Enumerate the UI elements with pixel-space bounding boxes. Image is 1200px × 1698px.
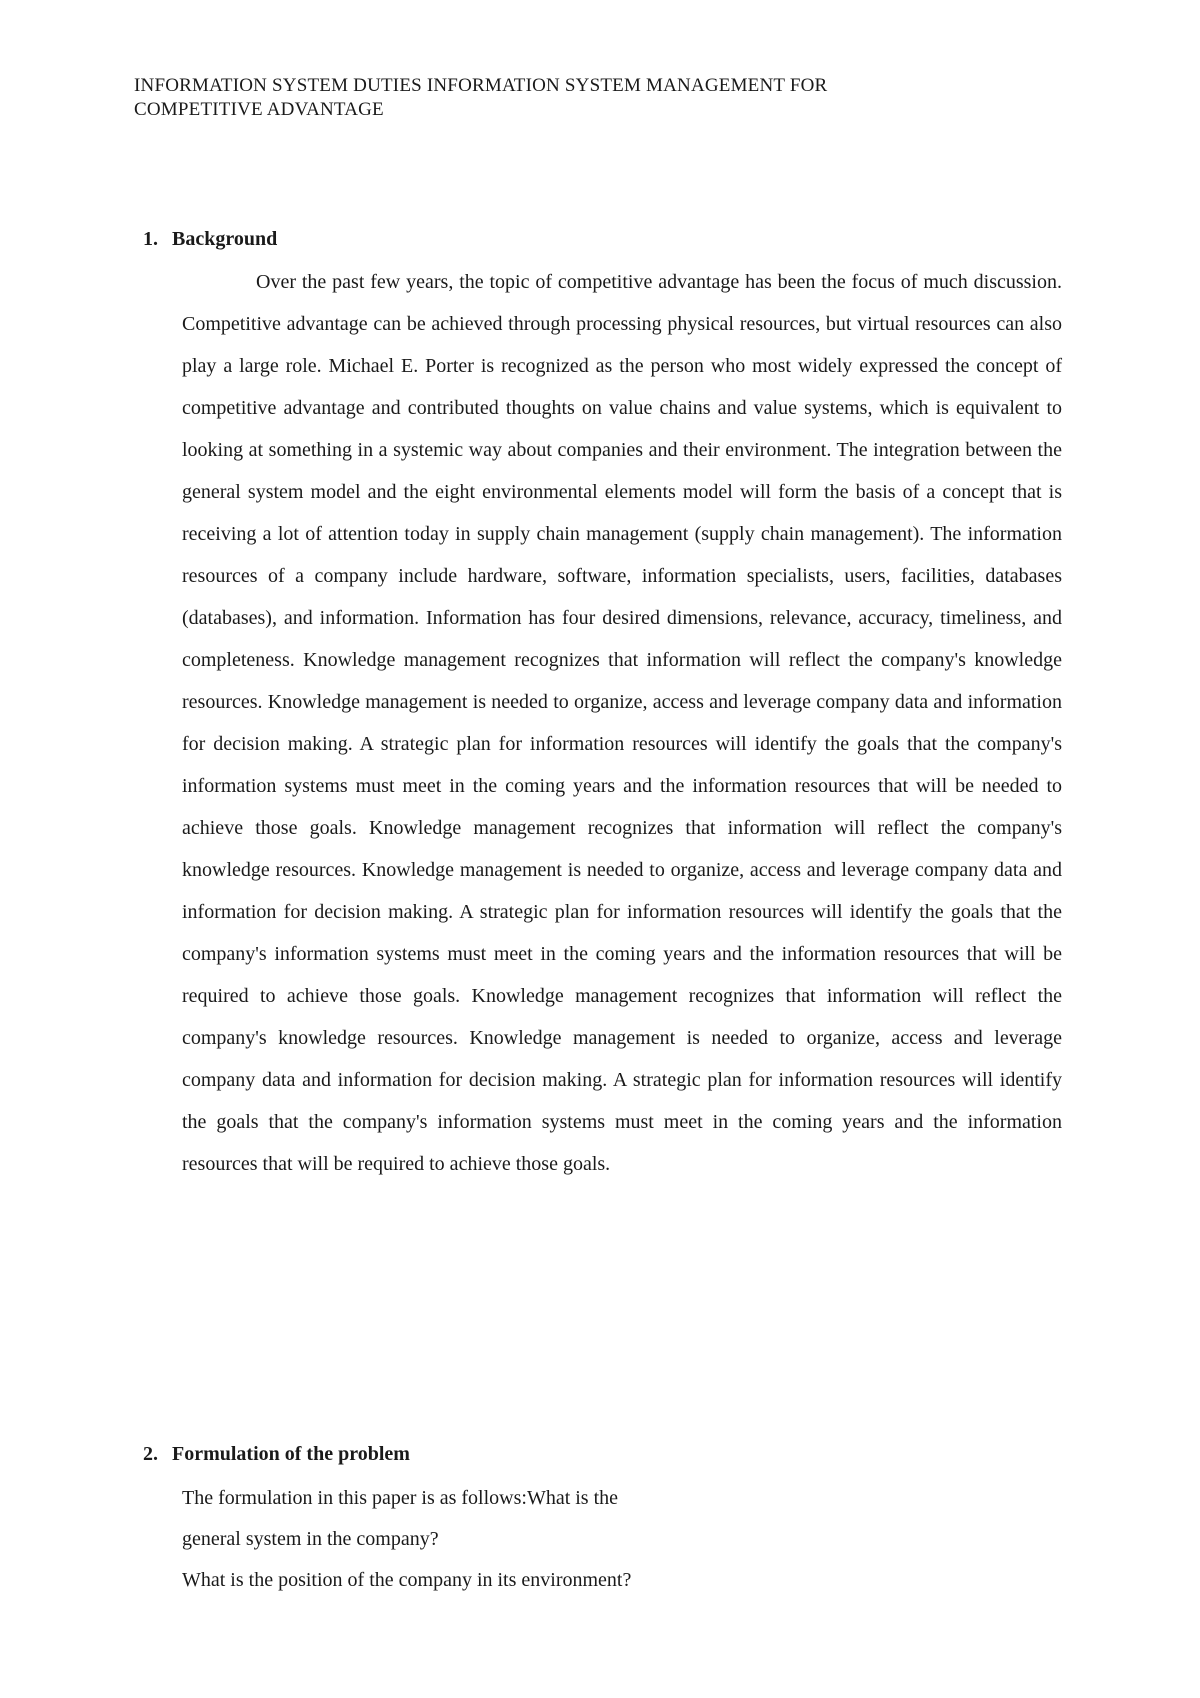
document-title: INFORMATION SYSTEM DUTIES INFORMATION SYSTEM MANAGEMENT FOR COMPETITIVE ADVANTAGE xyxy=(134,75,828,120)
formulation-lines xyxy=(182,1478,802,1601)
section-title: Background xyxy=(172,228,278,250)
formulation-line: general system in the company? xyxy=(182,1528,439,1550)
section-number: 1. xyxy=(143,228,158,250)
section-title: Formulation of the problem xyxy=(172,1443,410,1465)
formulation-line: What is the position of the company in its environment? xyxy=(182,1569,632,1591)
background-paragraph: Over the past few years, the topic of competitive advantage has been the focus of much discussion. Competitive advantage can be achieved through processing physical resources, but virtual resources can also play a large role. Michael E. Porter is recognized as the person who most widely expressed the concept of competitive advantage and contributed thoughts on value chains and value systems, which is equivalent to looking at something in a systemic way about companies and their environment. The integration between the general system model and the eight environmental elements model will form the basis of a concept that is receiving a lot of attention today in supply chain management (supply chain management). The information resources of a company include hardware, software, information specialists, users, facilities, databases (databases), and information. Information has four desired dimensions, relevance, accuracy, timeliness, and completeness. Knowledge management recognizes that information will reflect the company's knowledge resources. Knowledge management is needed to organize, access and leverage company data and information for decision making. A strategic plan for information resources will identify the goals that the company's information systems must meet in the coming years and the information resources that will be needed to achieve those goals. Knowledge management recognizes that information will reflect the company's knowledge resources. Knowledge management is needed to organize, access and leverage company data and information for decision making. A strategic plan for information resources will identify the goals that the company's information systems must meet in the coming years and the information resources that will be required to achieve those goals. Knowledge management recognizes that information will reflect the company's knowledge resources. Knowledge management is needed to organize, access and leverage company data and information for decision making. A strategic plan for information resources will identify the goals that the company's information systems must meet in the coming years and the information resources that will be required to achieve those goals. xyxy=(182,271,1062,1175)
section-heading-background xyxy=(134,226,277,252)
section-number: 2. xyxy=(143,1443,158,1465)
section-heading-formulation xyxy=(134,1441,410,1467)
formulation-line: The formulation in this paper is as follows:What is the xyxy=(182,1487,619,1509)
